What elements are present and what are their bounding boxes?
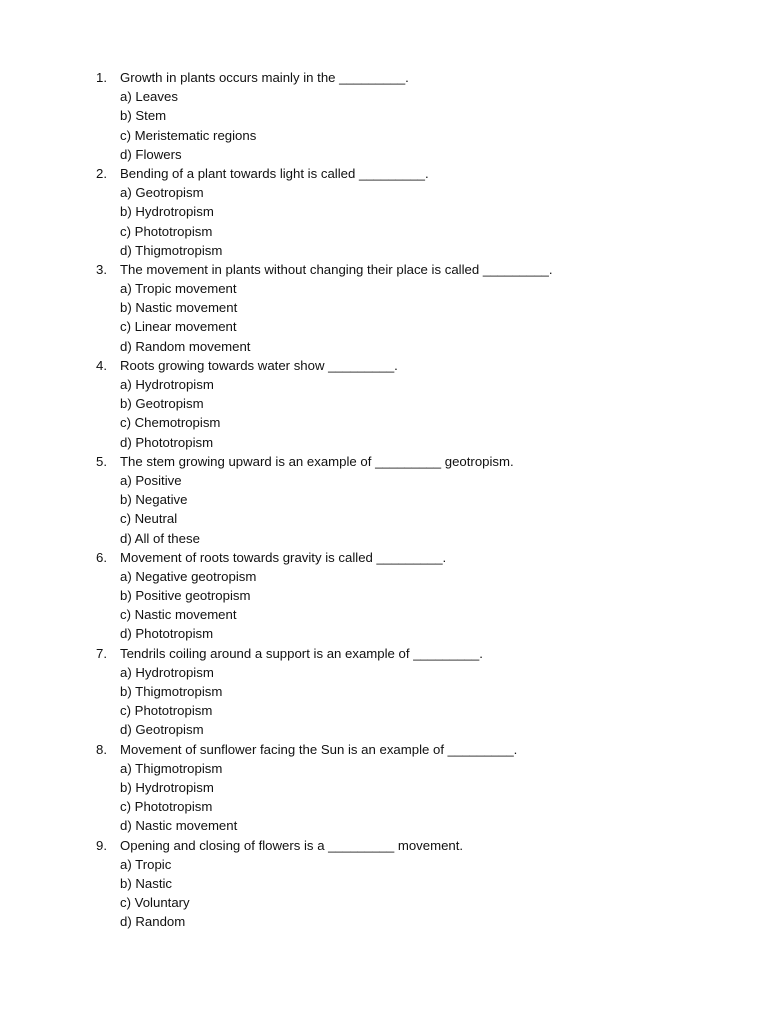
answer-option: c) Nastic movement [120,607,237,623]
answer-option: a) Positive [120,472,182,488]
question-item [96,740,716,836]
option-list [96,855,716,932]
answer-option: b) Negative [120,492,188,508]
answer-option: b) Geotropism [120,396,204,412]
answer-option: b) Hydrotropism [120,779,214,795]
question-line [96,260,716,279]
answer-option: c) Voluntary [120,895,190,911]
question-text: Movement of sunflower facing the Sun is an example of _________. [120,741,518,757]
question-text: Bending of a plant towards light is called _________. [120,165,429,181]
option-list [96,663,716,740]
option-list [96,471,716,548]
option-list [96,567,716,644]
answer-option: d) All of these [120,530,200,546]
option-list [96,87,716,164]
answer-option: a) Leaves [120,89,178,105]
answer-option: c) Phototropism [120,223,213,239]
answer-option: a) Geotropism [120,185,204,201]
question-line [96,740,716,759]
answer-option: d) Nastic movement [120,818,238,834]
question-number: 1. [96,70,107,85]
answer-option: b) Thigmotropism [120,684,223,699]
answer-option: d) Random movement [120,338,251,354]
question-number: 5. [96,453,107,469]
answer-option: c) Phototropism [120,799,213,815]
question-item [96,260,716,356]
answer-option: d) Geotropism [120,722,204,738]
answer-option: a) Negative geotropism [120,568,257,584]
answer-option: c) Chemotropism [120,415,221,431]
question-item [96,644,716,740]
answer-option: d) Phototropism [120,434,214,450]
option-list [96,375,716,452]
question-number: 8. [96,741,107,757]
question-item [96,548,716,644]
question-text: The stem growing upward is an example of _________ geotropism. [120,453,514,469]
question-number: 4. [96,357,107,373]
answer-option: a) Tropic movement [120,281,237,297]
answer-option: b) Stem [120,108,167,124]
question-line [96,644,716,663]
question-item [96,164,716,260]
question-number: 9. [96,837,107,853]
answer-option: c) Linear movement [120,319,237,335]
question-text: Roots growing towards water show _________. [120,357,398,373]
question-text: Opening and closing of flowers is a _________ movement. [120,837,464,853]
answer-option: c) Meristematic regions [120,127,257,143]
answer-option: b) Positive geotropism [120,588,251,604]
question-item [96,452,716,548]
answer-option: b) Nastic movement [120,300,238,316]
question-list [96,68,716,931]
question-line [96,68,716,87]
question-text: Tendrils coiling around a support is an example of _________. [120,645,483,661]
answer-option: c) Neutral [120,511,178,527]
answer-option: a) Thigmotropism [120,760,223,776]
option-list [96,279,716,356]
question-number: 3. [96,261,107,277]
question-line [96,548,716,567]
question-number: 2. [96,165,107,181]
question-text: Growth in plants occurs mainly in the _________. [120,70,409,85]
answer-option: a) Tropic [120,856,172,872]
answer-option: b) Nastic [120,875,173,891]
answer-option: d) Random [120,914,186,930]
question-line [96,356,716,375]
answer-option: d) Thigmotropism [120,242,223,258]
question-text: Movement of roots towards gravity is called _________. [120,549,447,565]
question-item [96,356,716,452]
option-list [96,759,716,836]
option-list [96,183,716,260]
question-number: 6. [96,549,107,565]
answer-option: a) Hydrotropism [120,377,214,392]
question-line [96,164,716,183]
answer-option: d) Phototropism [120,626,214,642]
answer-option: a) Hydrotropism [120,664,214,680]
answer-option: c) Phototropism [120,703,213,719]
question-number: 7. [96,645,107,661]
question-line [96,836,716,855]
question-item [96,836,716,932]
question-line [96,452,716,471]
answer-option: d) Flowers [120,146,182,162]
answer-option: b) Hydrotropism [120,204,214,220]
question-item [96,68,716,164]
question-text: The movement in plants without changing their place is called _________. [120,261,553,277]
